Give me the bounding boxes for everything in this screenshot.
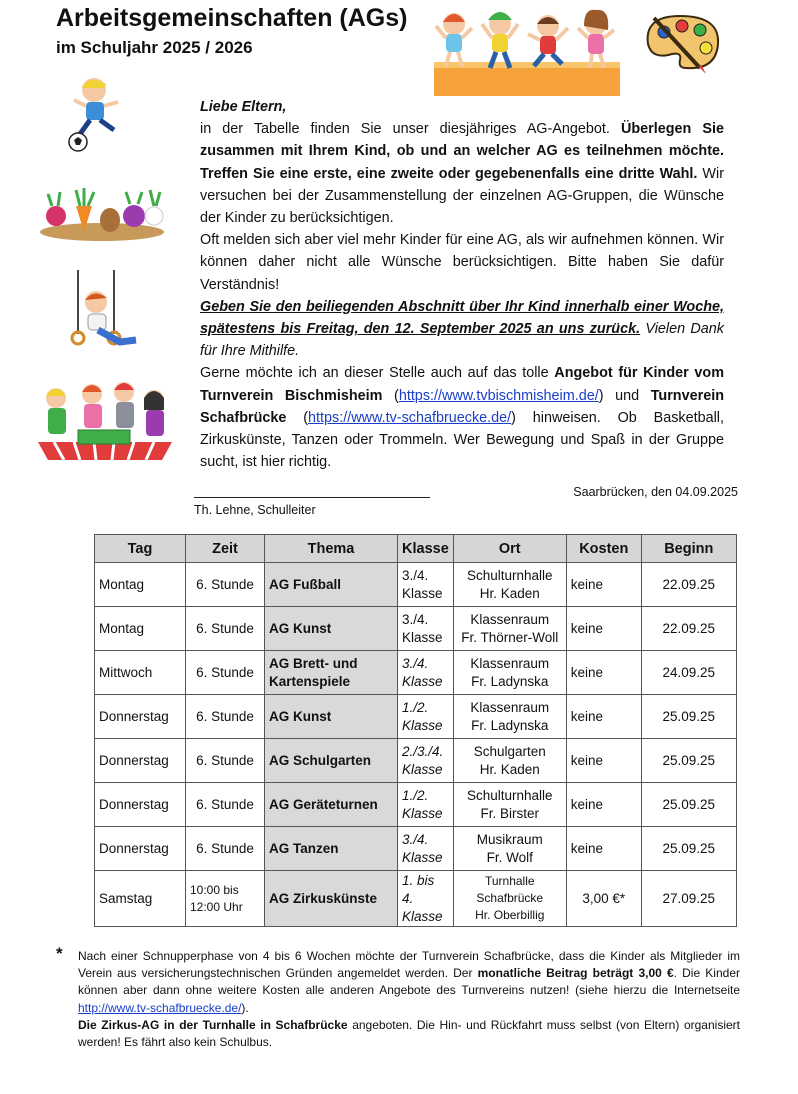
header-kosten: Kosten [566, 535, 641, 563]
signature-line [194, 497, 430, 498]
footnote-asterisk: * [56, 944, 63, 963]
table-row [95, 695, 737, 739]
soccer-boy-illustration [58, 74, 134, 154]
footnote-paragraph-1 [78, 948, 740, 1017]
footnote-text-3: ). [241, 1000, 249, 1015]
cell-thema: AG Brett- und Kartenspiele [265, 651, 398, 695]
cell-ort [453, 607, 566, 651]
letter-p4-and: ) und [598, 387, 651, 404]
table-header-row [95, 535, 737, 563]
footnote-zirkus-bold: Die Zirkus-AG in der Turnhalle in Schafbrücke [78, 1017, 348, 1032]
cell-thema: AG Zirkuskünste [265, 871, 398, 927]
cell-thema: AG Tanzen [265, 827, 398, 871]
cell-beginn: 22.09.25 [641, 563, 736, 607]
ag-table [94, 534, 737, 927]
ort-line: Klassenraum [470, 611, 550, 627]
letter-p4-paren-open: ( [382, 387, 399, 404]
cell-beginn: 27.09.25 [641, 871, 736, 927]
page-title: Arbeitsgemeinschaften (AGs) [56, 4, 408, 32]
cell-zeit: 6. Stunde [186, 827, 265, 871]
page-subtitle: im Schuljahr 2025 / 2026 [56, 38, 253, 57]
tvbischmisheim-link[interactable]: https://www.tvbischmisheim.de/ [398, 387, 599, 404]
cell-kosten: keine [566, 783, 641, 827]
table-row [95, 607, 737, 651]
footnote-tv-schafbruecke-link[interactable]: http://www.tv-schafbruecke.de/ [78, 1000, 242, 1015]
footnote-text-4: angeboten. Die Hin- und Rückfahrt muss selbst (von Eltern) organisiert werden! Es fährt also kein Schulbus. [78, 1017, 740, 1050]
signature-name: Th. Lehne, Schulleiter [194, 503, 316, 517]
cell-zeit: 6. Stunde [186, 651, 265, 695]
ort-line: Klassenraum [470, 655, 550, 671]
cell-tag: Donnerstag [95, 783, 186, 827]
header-beginn: Beginn [641, 535, 736, 563]
four-children-jumping-illustration [432, 4, 622, 96]
tv-schafbruecke-link[interactable]: https://www.tv-schafbruecke.de/ [308, 409, 512, 426]
ort-line: Fr. Thörner-Woll [461, 629, 559, 645]
letter-p4-bold-2: Turnverein Schafbrücke [200, 387, 724, 426]
ort-line: Hr. Kaden [479, 761, 540, 777]
cell-kosten: keine [566, 739, 641, 783]
cell-beginn: 24.09.25 [641, 651, 736, 695]
letter-paragraph-2: Oft melden sich aber viel mehr Kinder für eine AG, als wir aufnehmen können. Wir können daher nicht alle Wünsche berücksichtigen. Bitte haben Sie dafür Verständnis! [200, 232, 724, 293]
cell-zeit: 6. Stunde [186, 563, 265, 607]
table-row [95, 783, 737, 827]
cell-beginn: 25.09.25 [641, 739, 736, 783]
cell-kosten: keine [566, 651, 641, 695]
letter-p4-text: Gerne möchte ich an dieser Stelle auch auf das tolle [200, 365, 555, 382]
ort-line: Hr. Oberbillig [475, 908, 545, 922]
cell-klasse: 2./3./4. Klasse [398, 739, 454, 783]
letter-paragraph-4 [200, 362, 724, 473]
ort-line: Schulturnhalle [466, 787, 553, 803]
cell-kosten: keine [566, 827, 641, 871]
ort-line: Schafbrücke [476, 891, 544, 905]
ort-line: Fr. Ladynska [471, 673, 549, 689]
ort-line: Fr. Ladynska [471, 717, 549, 733]
footnote-text-1: Nach einer Schnupperphase von 4 bis 6 Wochen möchte der Turnverein Schafbrücke, dass die Kinder als Mitglieder im Verein aus versicherungstechnischen Gründen angemeldet werden. Der [78, 949, 740, 981]
paint-palette-icon [640, 10, 724, 76]
cell-tag: Donnerstag [95, 695, 186, 739]
cell-ort [453, 651, 566, 695]
ort-line: Schulturnhalle [466, 567, 553, 583]
footnote-text-2: . Die Kinder können aber dann ohne weitere Kosten alle anderen Angebote des Turnvereins nutzen! (siehe hierzu die Internetseite [78, 966, 740, 998]
cell-thema: AG Schulgarten [265, 739, 398, 783]
letter-p1-text-end: Wir versuchen bei der Zusammenstellung der einzelnen AG-Gruppen, die Wünsche der Kinder zu berücksichtigen. [200, 165, 724, 227]
cell-klasse: 3./4. Klasse [398, 607, 454, 651]
cell-kosten: keine [566, 607, 641, 651]
cell-zeit: 6. Stunde [186, 783, 265, 827]
vegetables-garden-illustration [38, 176, 166, 242]
cell-beginn: 25.09.25 [641, 783, 736, 827]
table-row [95, 871, 737, 927]
letter-paragraph-3 [200, 296, 724, 363]
letter-thanks: Vielen Dank für Ihre Mithilfe. [200, 321, 724, 360]
table-row [95, 827, 737, 871]
cell-zeit: 6. Stunde [186, 695, 265, 739]
cell-klasse: 1./2. Klasse [398, 695, 454, 739]
cell-tag: Donnerstag [95, 827, 186, 871]
ort-line: Fr. Birster [480, 805, 540, 821]
letter-p1-bold: Überlegen Sie zusammen mit Ihrem Kind, ob und an welcher AG es teilnehmen möchte. Treffen Sie eine erste, eine zweite oder gegebenenfalls eine dritte Wahl. [200, 121, 724, 182]
letter-paragraph-1 [200, 118, 724, 229]
cell-thema: AG Kunst [265, 695, 398, 739]
cell-beginn: 22.09.25 [641, 607, 736, 651]
header-thema: Thema [265, 535, 398, 563]
cell-ort [453, 695, 566, 739]
cell-tag: Samstag [95, 871, 186, 927]
table-row [95, 563, 737, 607]
cell-ort [453, 871, 566, 927]
cell-tag: Donnerstag [95, 739, 186, 783]
header-klasse: Klasse [398, 535, 454, 563]
letter-p4-text-end: ) hinweisen. Ob Basketball, Zirkuskünste, Tanzen oder Trommeln. Wer Bewegung und Spaß in der Gruppe sucht, ist hier richtig. [200, 409, 725, 471]
cell-kosten: keine [566, 695, 641, 739]
cell-zeit: 6. Stunde [186, 607, 265, 651]
letter-p1-text: in der Tabelle finden Sie unser diesjähriges AG-Angebot. [200, 121, 621, 138]
ort-line: Klassenraum [470, 699, 550, 715]
cell-tag: Montag [95, 563, 186, 607]
cell-ort [453, 739, 566, 783]
cell-tag: Mittwoch [95, 651, 186, 695]
table-row [95, 651, 737, 695]
cell-beginn: 25.09.25 [641, 827, 736, 871]
footnote-fee: monatliche Beitrag beträgt 3,00 € [477, 966, 674, 981]
letter-p4-bold-1: Angebot für Kinder vom Turnverein Bischmisheim [200, 365, 725, 404]
cell-ort [453, 783, 566, 827]
gymnastics-rings-boy-illustration [64, 270, 140, 362]
ort-line: Turnhalle [484, 874, 535, 888]
ort-line: Fr. Wolf [486, 849, 533, 865]
cell-tag: Montag [95, 607, 186, 651]
cell-klasse: 3./4. Klasse [398, 651, 454, 695]
cell-klasse: 3./4. Klasse [398, 563, 454, 607]
children-boardgame-illustration [34, 376, 176, 460]
ort-line: Musikraum [476, 831, 543, 847]
letter-salutation: Liebe Eltern, [200, 99, 287, 115]
cell-thema: AG Kunst [265, 607, 398, 651]
cell-zeit: 6. Stunde [186, 739, 265, 783]
cell-klasse: 1./2. Klasse [398, 783, 454, 827]
cell-kosten: keine [566, 563, 641, 607]
cell-ort [453, 827, 566, 871]
footnote-paragraph-2 [78, 1017, 740, 1051]
table-row [95, 739, 737, 783]
letter-p4-paren-open-2: ( [286, 409, 309, 426]
letter-deadline-notice: Geben Sie den beiliegenden Abschnitt über Ihr Kind innerhalb einer Woche, spätestens bis Freitag, den 12. September 2025 an uns zurück. [200, 298, 724, 338]
cell-beginn: 25.09.25 [641, 695, 736, 739]
cell-zeit: 10:00 bis 12:00 Uhr [186, 871, 265, 927]
letter-date: Saarbrücken, den 04.09.2025 [573, 485, 738, 499]
ort-line: Schulgarten [473, 743, 546, 759]
header-ort: Ort [453, 535, 566, 563]
cell-klasse: 3./4. Klasse [398, 827, 454, 871]
letter-body [200, 96, 724, 473]
footnote [78, 948, 740, 1051]
cell-thema: AG Fußball [265, 563, 398, 607]
cell-klasse: 1. bis 4. Klasse [398, 871, 454, 927]
cell-kosten: 3,00 €* [566, 871, 641, 927]
ort-line: Hr. Kaden [479, 585, 540, 601]
header-tag: Tag [95, 535, 186, 563]
header-zeit: Zeit [186, 535, 265, 563]
cell-ort [453, 563, 566, 607]
cell-thema: AG Geräteturnen [265, 783, 398, 827]
